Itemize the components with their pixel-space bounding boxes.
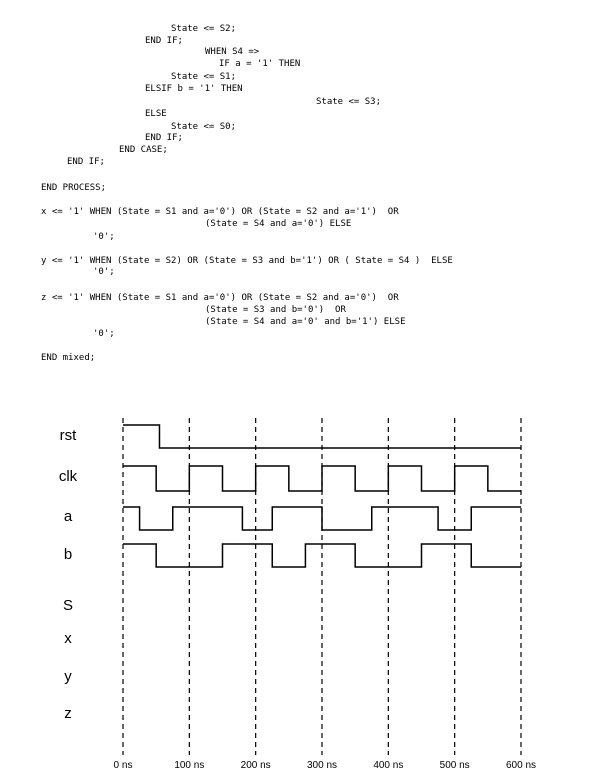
time-tick-label: 500 ns bbox=[439, 760, 470, 771]
code-line: x <= '1' WHEN (State = S1 and a='0') OR (State = S2 and a='1') OR bbox=[41, 207, 399, 217]
code-line: (State = S3 and b='0') OR bbox=[205, 305, 346, 315]
code-line: END CASE; bbox=[119, 145, 168, 155]
waveform-clk bbox=[123, 466, 521, 491]
code-line: Statе <= S2; bbox=[171, 24, 237, 34]
time-axis-labels bbox=[114, 760, 536, 771]
time-tick-label: 300 ns bbox=[306, 760, 338, 771]
code-line: ELSIF b = '1' THEN bbox=[145, 84, 243, 94]
time-tick-label: 200 ns bbox=[240, 760, 271, 771]
time-tick-label: 600 ns bbox=[505, 760, 537, 771]
waveform-a bbox=[123, 507, 521, 530]
time-tick-label: 0 ns bbox=[113, 760, 133, 771]
code-line: (State = S4 and a='0' and b='1') ELSE bbox=[205, 317, 406, 327]
code-line: END PROCESS; bbox=[41, 183, 107, 193]
code-line: IF a = '1' THEN bbox=[219, 59, 301, 69]
time-tick-label: 100 ns bbox=[174, 760, 205, 771]
code-line: State <= S0; bbox=[171, 122, 237, 132]
signal-label-S: S bbox=[62, 597, 74, 614]
code-line: State <= S1; bbox=[171, 72, 237, 82]
code-line: END IF; bbox=[145, 36, 183, 46]
timing-diagram bbox=[0, 400, 614, 777]
code-line: '0'; bbox=[93, 329, 115, 339]
time-tick-label: 400 ns bbox=[373, 760, 404, 771]
code-line: END mixed; bbox=[41, 353, 96, 363]
code-line: y <= '1' WHEN (State = S2) OR (State = S3 and b='1') OR ( State = S4 ) ELSE bbox=[41, 256, 453, 266]
code-line: '0'; bbox=[93, 267, 115, 277]
code-line: '0'; bbox=[93, 232, 115, 242]
signal-label-x: x bbox=[64, 630, 72, 647]
vhdl-code-listing bbox=[0, 0, 614, 380]
code-line: (State = S4 and a='0') ELSE bbox=[205, 219, 352, 229]
signal-label-z: z bbox=[64, 705, 72, 722]
signal-labels bbox=[59, 427, 78, 722]
signal-label-y: y bbox=[64, 668, 72, 685]
code-line: WHEN S4 => bbox=[205, 47, 260, 57]
code-line: z <= '1' WHEN (State = S1 and a='0') OR (State = S2 and a='0') OR bbox=[41, 293, 399, 303]
code-line: State <= S3; bbox=[316, 97, 382, 107]
signal-label-rst: rst bbox=[59, 427, 77, 444]
code-line: ELSE bbox=[145, 109, 167, 119]
signal-label-b: b bbox=[63, 546, 73, 563]
code-line: END IF; bbox=[67, 157, 105, 167]
signal-label-clk: clk bbox=[58, 468, 78, 485]
signal-label-a: a bbox=[63, 508, 73, 525]
code-line: END IF; bbox=[145, 133, 183, 143]
